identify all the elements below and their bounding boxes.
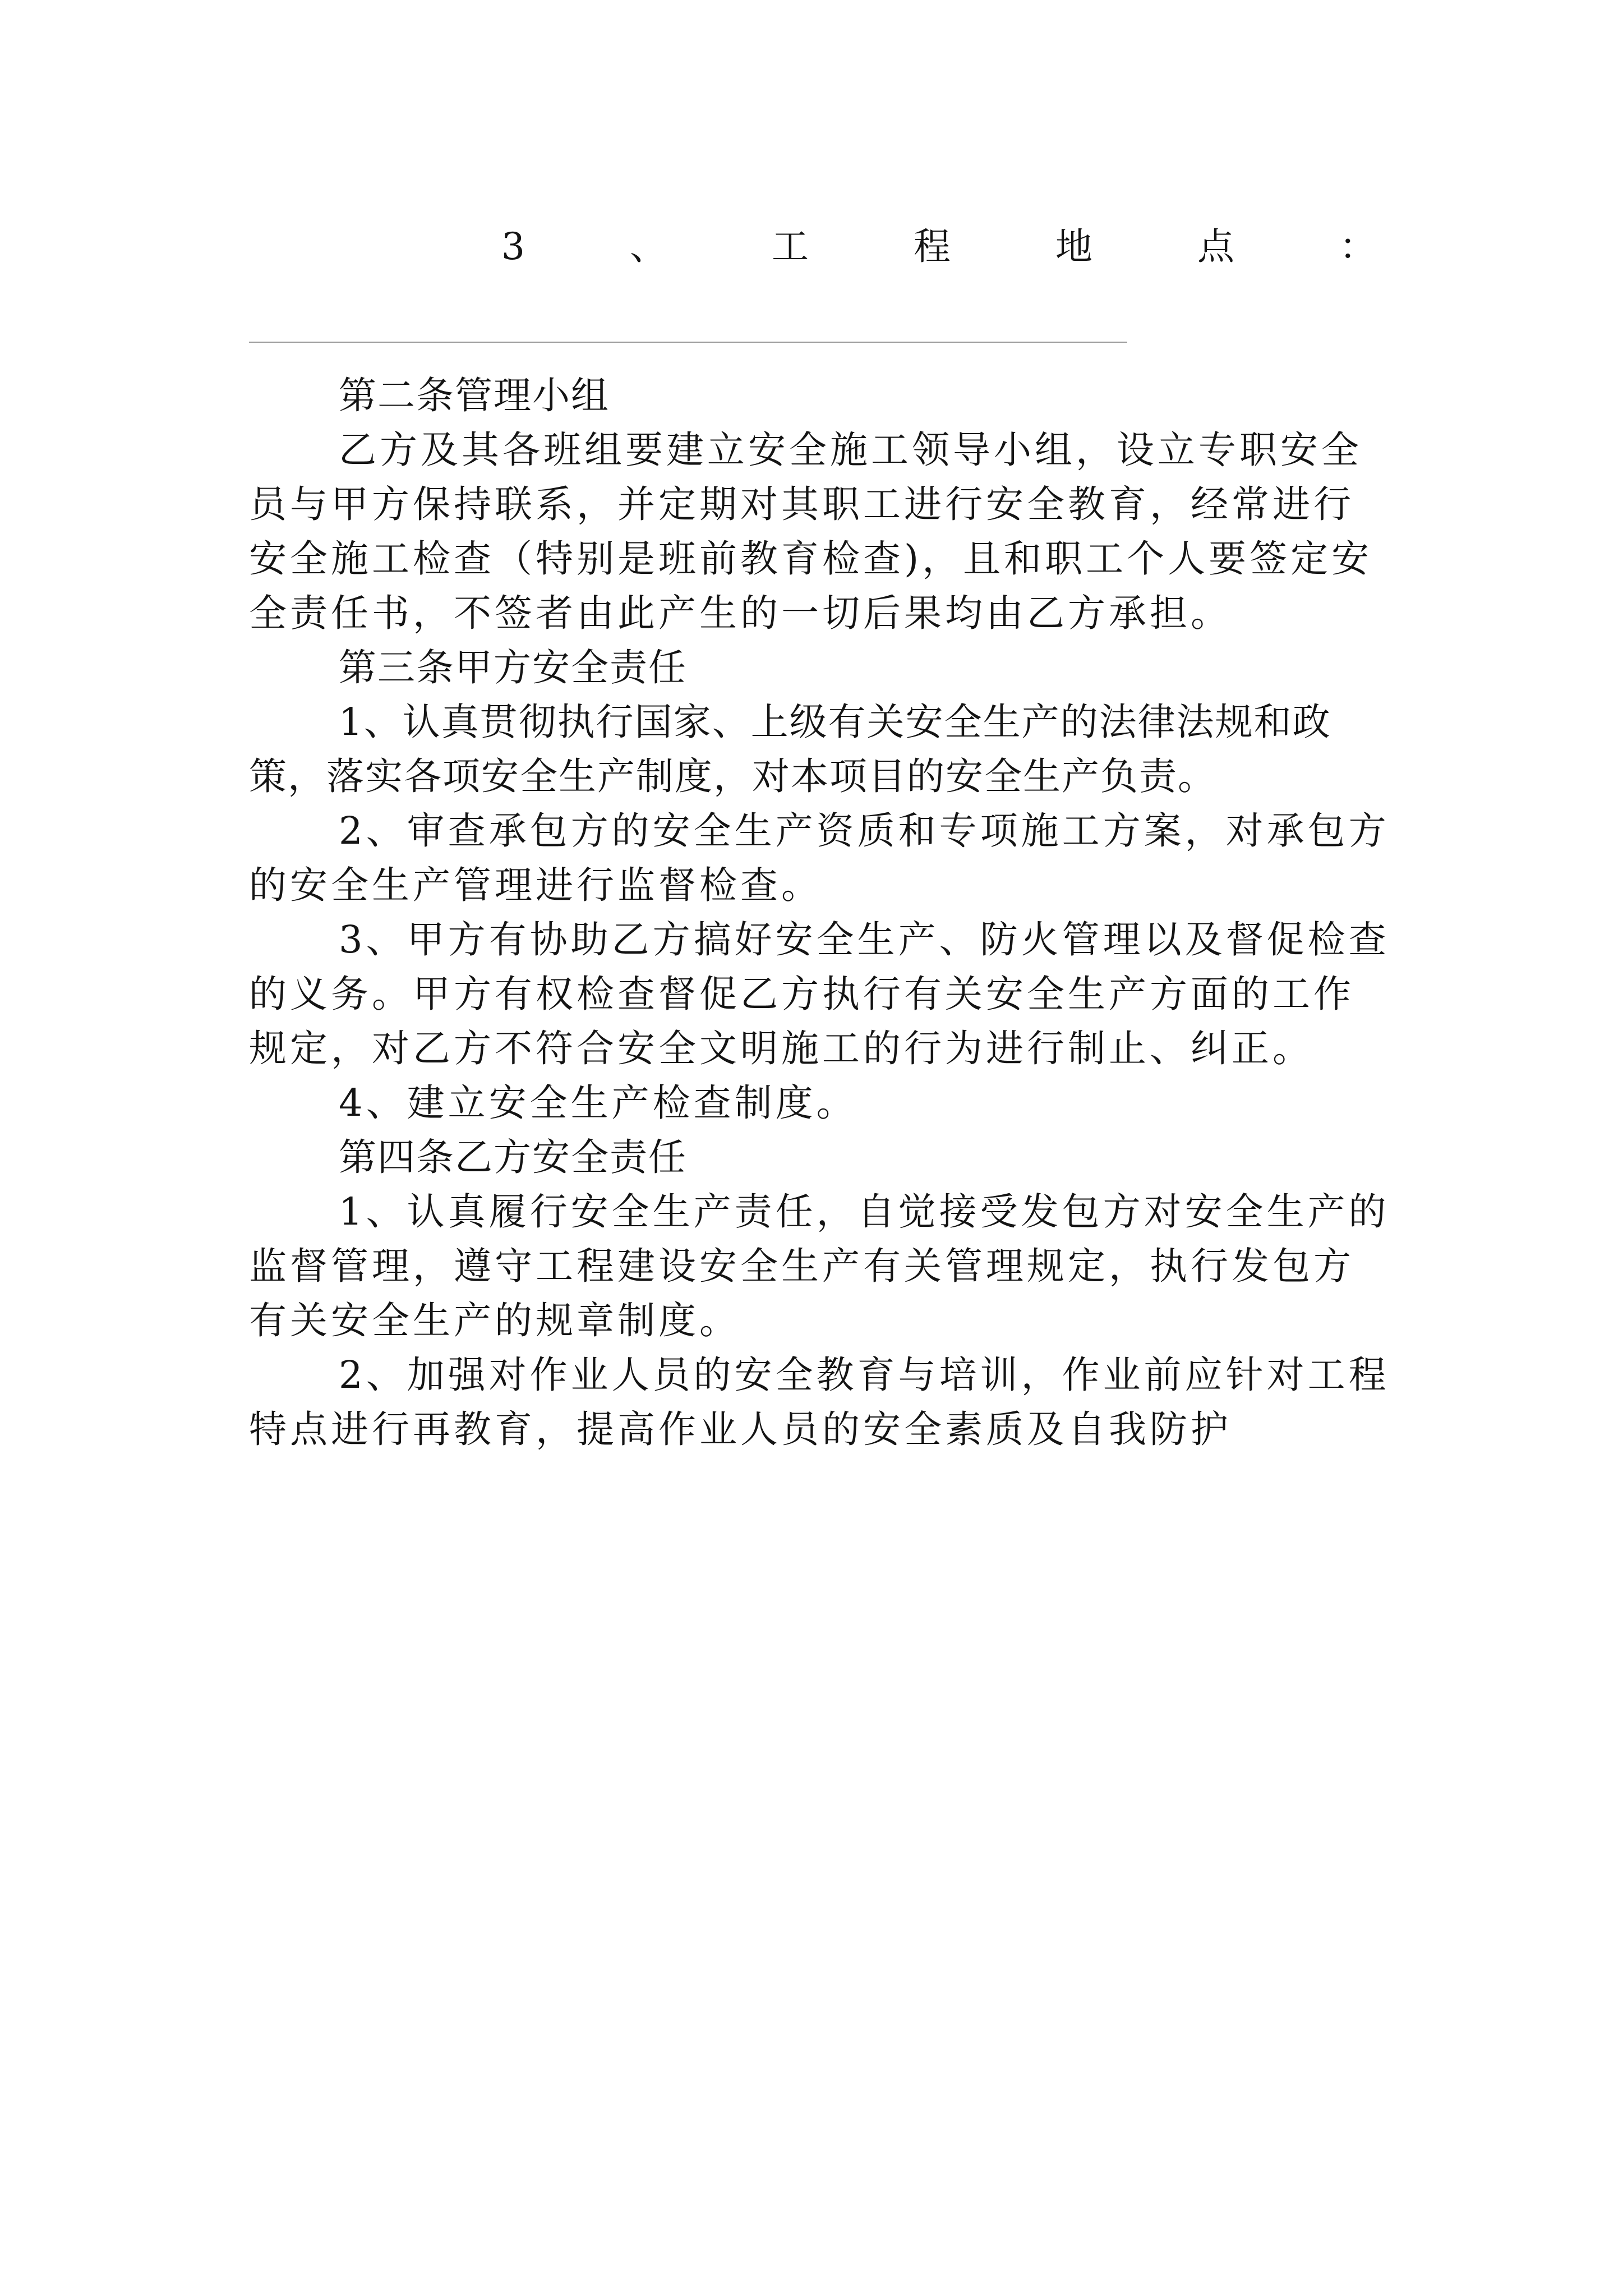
- heading-char: ：: [1339, 225, 1376, 268]
- heading-char: 、: [630, 225, 667, 268]
- article-3-item-3: 3、甲方有协助乙方搞好安全生产、防火管理以及督促检查的义务。甲方有权检查督促乙方执行有关安全生产方面的工作规定，对乙方不符合安全文明施工的行为进行制止、纠正。: [249, 918, 1390, 1070]
- blank-fill-line: [249, 342, 1127, 343]
- article-4-title: 第四条乙方安全责任: [339, 1135, 687, 1179]
- article-2-body: 乙方及其各班组要建立安全施工领导小组，设立专职安全员与甲方保持联系，并定期对其职工进行安全教育，经常进行安全施工检查（特别是班前教育检查)，且和职工个人要签定安全责任书，不签者由此产生的一切后果均由乙方承担。: [249, 428, 1373, 635]
- article-3-title: 第三条甲方安全责任: [339, 646, 687, 689]
- heading-char: 点: [1197, 225, 1234, 268]
- heading-char: 地: [1055, 225, 1092, 268]
- project-location-heading: [501, 219, 1376, 275]
- article-2-title: 第二条管理小组: [339, 374, 610, 417]
- heading-char: 程: [914, 225, 951, 268]
- document-body: [249, 369, 1393, 1457]
- heading-char: 3: [501, 225, 525, 268]
- article-3-item-1: 1、认真贯彻执行国家、上级有关安全生产的法律法规和政策，落实各项安全生产制度，对本项目的安全生产负责。: [249, 700, 1331, 798]
- article-3-item-4: 4、建立安全生产检查制度。: [339, 1081, 857, 1125]
- article-4-item-1: 1、认真履行安全生产责任，自觉接受发包方对安全生产的监督管理，遵守工程建设安全生产有关管理规定，执行发包方有关安全生产的规章制度。: [249, 1190, 1390, 1342]
- article-4-item-2: 2、加强对作业人员的安全教育与培训，作业前应针对工程特点进行再教育，提高作业人员的安全素质及自我防护: [249, 1353, 1390, 1451]
- heading-char: 工: [772, 225, 809, 268]
- article-3-item-2: 2、审查承包方的安全生产资质和专项施工方案，对承包方的安全生产管理进行监督检查。: [249, 809, 1390, 907]
